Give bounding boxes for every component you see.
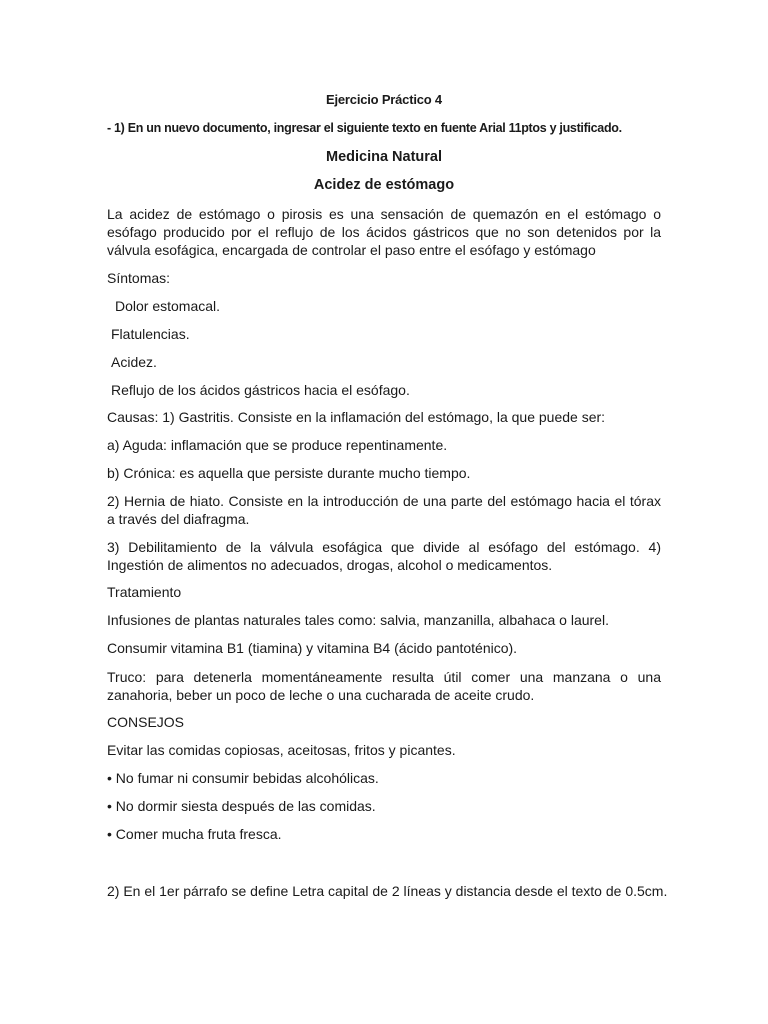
symptom-item: Reflujo de los ácidos gástricos hacia el esófago. <box>111 382 410 398</box>
symptom-item: Acidez. <box>111 354 157 370</box>
instruction-1: - 1) En un nuevo documento, ingresar el siguiente texto en fuente Arial 11ptos y justificado. <box>107 121 622 135</box>
document-title: Medicina Natural <box>325 149 443 165</box>
symptoms-label: Síntomas: <box>107 270 171 286</box>
treatment-2: Consumir vitamina B1 (tiamina) y vitamina B4 (ácido pantoténico). <box>107 640 518 656</box>
cause-b: b) Crónica: es aquella que persiste durante mucho tiempo. <box>107 465 471 481</box>
advice-item: • Comer mucha fruta fresca. <box>107 826 282 842</box>
cause-3: 3) Debilitamiento de la válvula esofágica que divide al esófago del estómago. 4) Ingestión de alimentos no adecuados, drogas, alcohol o medicamentos. <box>107 539 661 573</box>
instruction-2: 2) En el 1er párrafo se define Letra capital de 2 líneas y distancia desde el texto de 0.5cm. <box>107 883 668 899</box>
cause-2: 2) Hernia de hiato. Consiste en la introducción de una parte del estómago hacia el tórax a través del diafragma. <box>107 493 661 527</box>
document-page <box>107 0 668 1024</box>
treatment-label: Tratamiento <box>107 584 182 600</box>
symptom-item: Dolor estomacal. <box>115 298 221 314</box>
advice-intro: Evitar las comidas copiosas, aceitosas, fritos y picantes. <box>107 742 456 758</box>
intro-paragraph: La acidez de estómago o pirosis es una sensación de quemazón en el estómago o esófago producido por el reflujo de los ácidos gástricos que no son detenidos por la válvula esofágica, encargada de controlar el paso entre el esófago y estómago <box>107 206 661 258</box>
advice-item: • No dormir siesta después de las comidas. <box>107 798 376 814</box>
exercise-title: Ejercicio Práctico 4 <box>326 92 442 107</box>
advice-label: CONSEJOS <box>107 714 185 730</box>
advice-item: • No fumar ni consumir bebidas alcohólicas. <box>107 770 379 786</box>
treatment-1: Infusiones de plantas naturales tales como: salvia, manzanilla, albahaca o laurel. <box>107 612 609 628</box>
cause-a: a) Aguda: inflamación que se produce repentinamente. <box>107 437 448 453</box>
document-subtitle: Acidez de estómago <box>313 177 455 193</box>
symptom-item: Flatulencias. <box>111 326 190 342</box>
trick-paragraph: Truco: para detenerla momentáneamente resulta útil comer una manzana o una zanahoria, beber un poco de leche o una cucharada de aceite crudo. <box>107 669 661 703</box>
causes-paragraph: Causas: 1) Gastritis. Consiste en la inflamación del estómago, la que puede ser: <box>107 409 606 425</box>
